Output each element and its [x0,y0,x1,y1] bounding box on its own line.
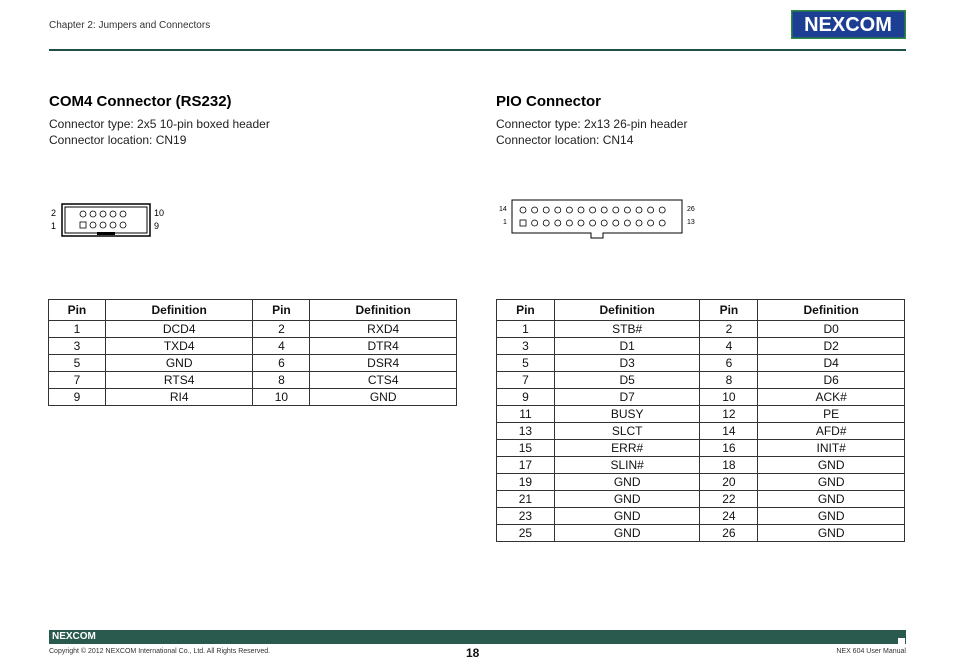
pio-pin-label-tl: 14 [499,206,507,213]
table-row [497,525,905,542]
table-cell: 25 [497,525,555,542]
table-cell: 9 [49,389,106,406]
table-row [497,457,905,474]
table-cell: 8 [700,372,758,389]
pio-header-diagram [511,199,683,241]
table-cell: 16 [700,440,758,457]
copyright: Copyright © 2012 NEXCOM International Co., Ltd. All Rights Reserved. [49,648,271,655]
com4-pin-label-tr: 10 [154,208,165,218]
table-cell: RXD4 [310,321,457,338]
column-header: Definition [554,300,700,321]
column-header: Pin [253,300,310,321]
table-cell: 10 [253,389,310,406]
pin-hole [520,207,526,213]
table-cell: SLIN# [554,457,700,474]
footer-bar [49,630,906,644]
table-cell: 6 [253,355,310,372]
table-cell: 8 [253,372,310,389]
table-cell: INIT# [758,440,905,457]
table-cell: 18 [700,457,758,474]
com4-pin-table [48,299,457,406]
logo-text: NEXCOM [804,14,892,36]
pin-hole [613,207,619,213]
table-cell: GND [554,491,700,508]
table-cell: GND [758,508,905,525]
table-cell: RI4 [105,389,253,406]
pin-hole [578,220,584,226]
table-cell: D4 [758,355,905,372]
pin-hole [566,207,572,213]
pin-hole [601,220,607,226]
table-cell: 7 [497,372,555,389]
column-header: Definition [310,300,457,321]
pio-location: Connector location: CN14 [496,133,634,147]
table-cell: 26 [700,525,758,542]
table-row [49,321,457,338]
table-cell: GND [310,389,457,406]
table-cell: 17 [497,457,555,474]
table-cell: SLCT [554,423,700,440]
table-cell: 10 [700,389,758,406]
pin-hole [543,207,549,213]
pin-hole [624,220,630,226]
table-row [49,338,457,355]
table-cell: BUSY [554,406,700,423]
chapter-heading: Chapter 2: Jumpers and Connectors [49,20,211,31]
table-cell: 23 [497,508,555,525]
pin-hole [590,220,596,226]
column-header: Definition [758,300,905,321]
table-cell: D0 [758,321,905,338]
com4-pin-label-bl: 1 [51,221,57,231]
table-cell: 11 [497,406,555,423]
pin-hole [555,220,561,226]
pin-hole [636,207,642,213]
table-row [49,389,457,406]
table-cell: 20 [700,474,758,491]
com4-location: Connector location: CN19 [49,133,187,147]
pin-hole [648,207,654,213]
pin-hole [566,220,572,226]
table-cell: GND [554,525,700,542]
pin-hole [659,220,665,226]
table-row [497,474,905,491]
table-cell: 2 [253,321,310,338]
table-cell: 1 [497,321,555,338]
table-cell: 3 [49,338,106,355]
pio-pin-label-tr: 26 [687,206,695,213]
column-header: Pin [49,300,106,321]
table-header-row [49,300,457,321]
nexcom-logo [791,10,906,39]
table-cell: 13 [497,423,555,440]
pin-hole [532,207,538,213]
table-row [49,355,457,372]
table-row [497,338,905,355]
com4-pin-label-br: 9 [154,221,160,231]
pin-hole [590,207,596,213]
page-number: 18 [466,646,480,660]
pin-hole [659,207,665,213]
header-rule [49,49,906,51]
table-cell: 2 [700,321,758,338]
table-cell: STB# [554,321,700,338]
table-cell: GND [758,525,905,542]
column-header: Pin [497,300,555,321]
table-cell: ERR# [554,440,700,457]
pin-1-square [520,220,526,226]
pin-hole [543,220,549,226]
table-cell: ACK# [758,389,905,406]
table-cell: DSR4 [310,355,457,372]
table-cell: 19 [497,474,555,491]
pio-pin-label-br: 13 [687,219,695,226]
table-cell: GND [758,491,905,508]
table-cell: CTS4 [310,372,457,389]
table-cell: 5 [497,355,555,372]
table-cell: D1 [554,338,700,355]
table-cell: D5 [554,372,700,389]
table-row [497,440,905,457]
pin-hole [636,220,642,226]
table-cell: D3 [554,355,700,372]
column-header: Definition [105,300,253,321]
table-cell: GND [758,457,905,474]
table-cell: 9 [497,389,555,406]
table-row [497,406,905,423]
table-cell: GND [554,508,700,525]
pin-hole [555,207,561,213]
table-cell: AFD# [758,423,905,440]
pio-pin-table [496,299,905,542]
table-header-row [497,300,905,321]
footer-square-icon [898,638,905,644]
table-cell: D7 [554,389,700,406]
pin-hole [648,220,654,226]
com4-title: COM4 Connector (RS232) [49,93,232,110]
table-cell: 4 [700,338,758,355]
table-cell: GND [554,474,700,491]
table-cell: DCD4 [105,321,253,338]
table-cell: 1 [49,321,106,338]
table-cell: 6 [700,355,758,372]
table-cell: GND [758,474,905,491]
table-cell: GND [105,355,253,372]
pin-hole [532,220,538,226]
table-cell: 24 [700,508,758,525]
manual-title: NEX 604 User Manual [836,648,906,655]
table-row [497,508,905,525]
table-cell: 21 [497,491,555,508]
table-row [497,491,905,508]
table-cell: D6 [758,372,905,389]
table-row [497,389,905,406]
pio-title: PIO Connector [496,93,602,110]
table-cell: 14 [700,423,758,440]
com4-type: Connector type: 2x5 10-pin boxed header [49,117,270,131]
table-row [497,423,905,440]
table-cell: D2 [758,338,905,355]
table-cell: 3 [497,338,555,355]
table-cell: 7 [49,372,106,389]
table-cell: 12 [700,406,758,423]
table-cell: 5 [49,355,106,372]
pin-hole [578,207,584,213]
table-row [497,372,905,389]
table-cell: TXD4 [105,338,253,355]
footer-square-icon [890,631,896,637]
table-cell: 15 [497,440,555,457]
table-cell: DTR4 [310,338,457,355]
table-cell: 22 [700,491,758,508]
pin-hole [601,207,607,213]
pin-hole [624,207,630,213]
footer-logo: NEXCOM [52,631,96,642]
pio-type: Connector type: 2x13 26-pin header [496,117,688,131]
com4-header-diagram [61,203,151,237]
table-row [497,321,905,338]
table-cell: RTS4 [105,372,253,389]
pin-hole [613,220,619,226]
pio-pin-label-bl: 1 [503,219,507,226]
table-row [497,355,905,372]
table-row [49,372,457,389]
com4-pin-label-tl: 2 [51,208,57,218]
table-cell: PE [758,406,905,423]
table-cell: 4 [253,338,310,355]
column-header: Pin [700,300,758,321]
